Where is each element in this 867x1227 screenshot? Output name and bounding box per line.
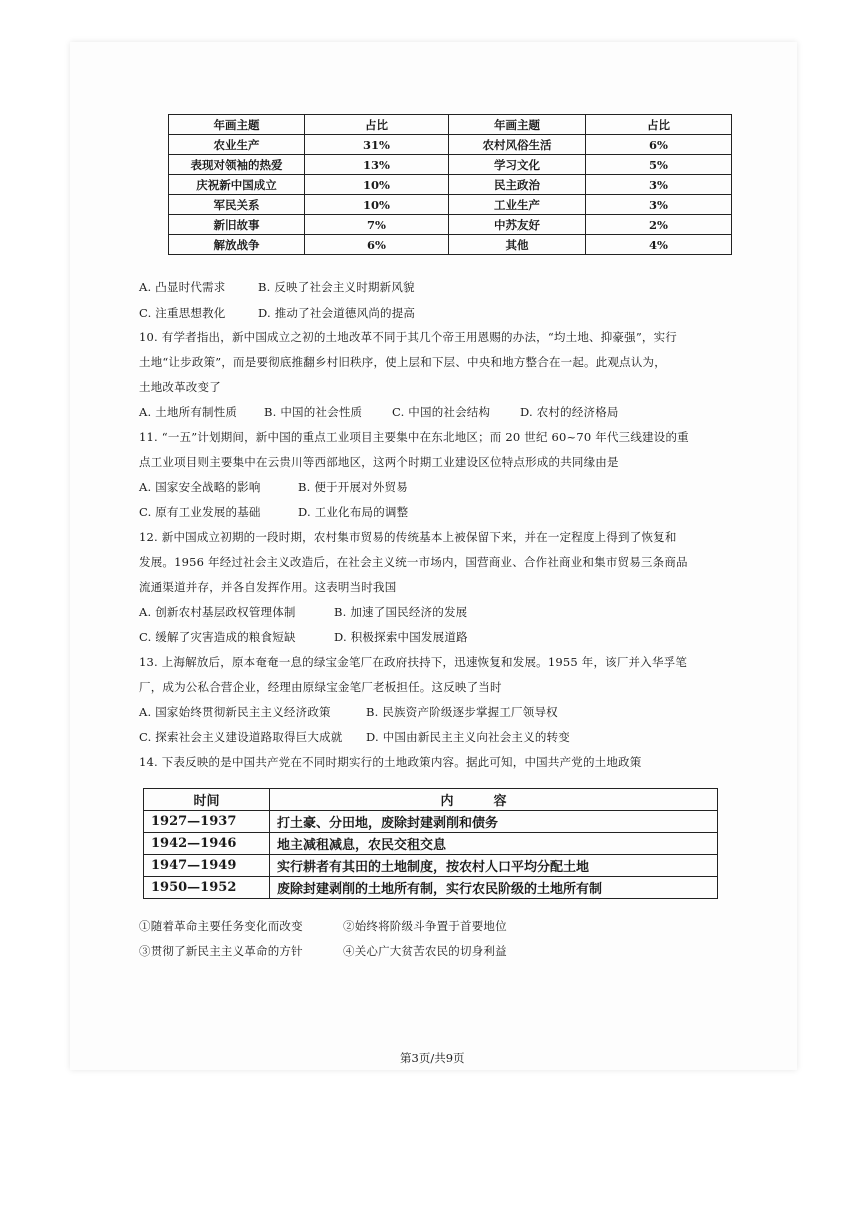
table-cell: 10% (305, 195, 449, 215)
q13-stem-line1: 13. 上海解放后，原本奄奄一息的绿宝金笔厂在政府扶持下，迅速恢复和发展。1955 年，该厂并入华孚笔 (139, 655, 688, 669)
q11-option-c: C. 原有工业发展的基础 (139, 505, 261, 519)
q12-option-b: B. 加速了国民经济的发展 (334, 605, 468, 619)
q13-option-d: D. 中国由新民主主义向社会主义的转变 (366, 730, 570, 744)
table-header-cell: 占比 (305, 115, 449, 135)
table-row (169, 215, 732, 235)
table-cell: 10% (305, 175, 449, 195)
q10-stem-line1: 10. 有学者指出，新中国成立之初的土地改革不同于其几个帝王用恩赐的办法，“均土地、抑豪强”，实行 (139, 330, 677, 344)
table-cell: 1950—1952 (144, 877, 270, 899)
table-cell: 解放战争 (169, 235, 305, 255)
q12-stem-line1: 12. 新中国成立初期的一段时期，农村集市贸易的传统基本上被保留下来，并在一定程度上得到了恢复和 (139, 530, 677, 544)
table-cell: 庆祝新中国成立 (169, 175, 305, 195)
table-cell: 13% (305, 155, 449, 175)
table-cell: 民主政治 (449, 175, 586, 195)
table-cell: 1942—1946 (144, 833, 270, 855)
table-header-cell (270, 789, 718, 811)
page-number: 第3页/共9页 (400, 1051, 465, 1065)
table-cell: 3% (586, 175, 732, 195)
table-cell: 地主减租减息，农民交租交息 (270, 833, 718, 855)
table-cell: 新旧故事 (169, 215, 305, 235)
table-header-cell: 年画主题 (169, 115, 305, 135)
q14-option-2: ②始终将阶级斗争置于首要地位 (343, 919, 507, 933)
q9-option-c: C. 注重思想教化 (139, 306, 226, 320)
q10-stem-line3: 土地改革改变了 (139, 380, 221, 394)
table-header-row (169, 115, 732, 135)
table-row (169, 135, 732, 155)
q10-option-b: B. 中国的社会性质 (264, 405, 363, 419)
q14-option-1: ①随着革命主要任务变化而改变 (139, 919, 303, 933)
table-cell: 中苏友好 (449, 215, 586, 235)
table-row (144, 855, 718, 877)
q13-option-c: C. 探索社会主义建设道路取得巨大成就 (139, 730, 343, 744)
table-cell: 31% (305, 135, 449, 155)
q13-stem-line2: 厂，成为公私合营企业，经理由原绿宝金笔厂老板担任。这反映了当时 (139, 680, 502, 694)
table-row (144, 811, 718, 833)
q12-option-c: C. 缓解了灾害造成的粮食短缺 (139, 630, 296, 644)
table-cell: 2% (586, 215, 732, 235)
q11-option-b: B. 便于开展对外贸易 (298, 480, 408, 494)
table-cell: 工业生产 (449, 195, 586, 215)
table-cell: 农业生产 (169, 135, 305, 155)
land-policy-table (143, 788, 718, 899)
table-cell: 1927—1937 (144, 811, 270, 833)
table-row (169, 175, 732, 195)
table-row (169, 235, 732, 255)
table-cell: 学习文化 (449, 155, 586, 175)
q9-option-b: B. 反映了社会主义时期新风貌 (258, 280, 415, 294)
table-cell: 6% (586, 135, 732, 155)
q10-option-a: A. 土地所有制性质 (139, 405, 238, 419)
table-row (169, 155, 732, 175)
table-cell: 表现对领袖的热爱 (169, 155, 305, 175)
content-header-label: 内容 (440, 794, 547, 809)
q12-option-a: A. 创新农村基层政权管理体制 (139, 605, 296, 619)
table-cell: 6% (305, 235, 449, 255)
table-header-row (144, 789, 718, 811)
q11-option-a: A. 国家安全战略的影响 (139, 480, 261, 494)
table-cell: 军民关系 (169, 195, 305, 215)
table-row (169, 195, 732, 215)
table-cell: 5% (586, 155, 732, 175)
table-cell: 7% (305, 215, 449, 235)
table-header-cell: 时间 (144, 789, 270, 811)
q11-stem-line2: 点工业项目则主要集中在云贵川等西部地区，这两个时期工业建设区位特点形成的共同缘由是 (139, 455, 619, 469)
q14-option-4: ④关心广大贫苦农民的切身利益 (343, 944, 507, 958)
q14-option-3: ③贯彻了新民主主义革命的方针 (139, 944, 303, 958)
q10-option-c: C. 中国的社会结构 (392, 405, 491, 419)
table-header-cell: 年画主题 (449, 115, 586, 135)
table-cell: 4% (586, 235, 732, 255)
table-header-cell: 占比 (586, 115, 732, 135)
table-cell: 农村风俗生活 (449, 135, 586, 155)
q14-stem-line1: 14. 下表反映的是中国共产党在不同时期实行的土地政策内容。据此可知，中国共产党的土地政策 (139, 755, 642, 769)
table-row (144, 833, 718, 855)
q11-stem-line1: 11. “一五”计划期间，新中国的重点工业项目主要集中在东北地区；而 20 世纪 60~70 年代三线建设的重 (139, 430, 689, 444)
q10-stem-line2: 土地“让步政策”，而是要彻底推翻乡村旧秩序，使上层和下层、中央和地方整合在一起。此观点认为， (139, 355, 666, 369)
table-cell: 废除封建剥削的土地所有制，实行农民阶级的土地所有制 (270, 877, 718, 899)
q12-stem-line2: 发展。1956 年经过社会主义改造后，在社会主义统一市场内，国营商业、合作社商业和集市贸易三条商品 (139, 555, 688, 569)
table-cell: 1947—1949 (144, 855, 270, 877)
table-cell: 实行耕者有其田的土地制度，按农村人口平均分配土地 (270, 855, 718, 877)
table-row (144, 877, 718, 899)
q11-option-d: D. 工业化布局的调整 (298, 505, 409, 519)
q13-option-a: A. 国家始终贯彻新民主主义经济政策 (139, 705, 331, 719)
table-cell: 其他 (449, 235, 586, 255)
table-cell: 3% (586, 195, 732, 215)
new-year-painting-table (168, 114, 732, 255)
q12-option-d: D. 积极探索中国发展道路 (334, 630, 468, 644)
q9-option-a: A. 凸显时代需求 (139, 280, 226, 294)
table-cell: 打土豪、分田地，废除封建剥削和债务 (270, 811, 718, 833)
q9-option-d: D. 推动了社会道德风尚的提高 (258, 306, 416, 320)
q13-option-b: B. 民族资产阶级逐步掌握工厂领导权 (366, 705, 558, 719)
q12-stem-line3: 流通渠道并存，并各自发挥作用。这表明当时我国 (139, 580, 397, 594)
q10-option-d: D. 农村的经济格局 (520, 405, 619, 419)
